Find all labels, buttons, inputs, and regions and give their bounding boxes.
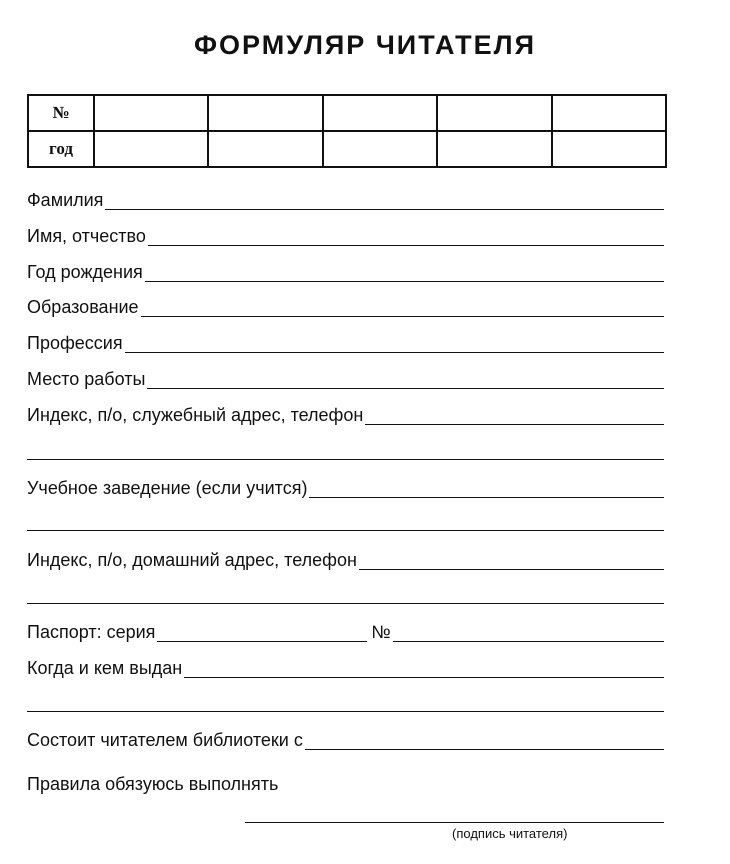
workplace-label: Место работы — [27, 369, 146, 389]
passport-series-input[interactable] — [157, 621, 367, 642]
profession-label: Профессия — [27, 333, 123, 353]
year-label: год — [28, 131, 94, 167]
surname-label: Фамилия — [27, 190, 104, 210]
name-patronymic-field — [27, 220, 664, 246]
profession-field — [27, 327, 664, 353]
school-field — [27, 472, 664, 498]
name-patronymic-input[interactable] — [148, 225, 664, 246]
member-since-field — [27, 724, 664, 750]
year-cell[interactable] — [208, 131, 322, 167]
number-cell[interactable] — [437, 95, 551, 131]
workplace-field — [27, 363, 664, 389]
education-label: Образование — [27, 297, 139, 317]
work-address-label: Индекс, п/о, служебный адрес, телефон — [27, 405, 364, 425]
workplace-input[interactable] — [147, 368, 664, 389]
rules-statement — [27, 768, 664, 794]
number-cell[interactable] — [94, 95, 208, 131]
issued-by-field — [27, 652, 664, 678]
table-row-year — [28, 131, 666, 167]
surname-input[interactable] — [105, 189, 664, 210]
member-since-input[interactable] — [305, 729, 664, 750]
number-year-table — [27, 94, 667, 168]
signature-caption: (подпись читателя) — [452, 826, 568, 841]
work-address-field — [27, 399, 664, 425]
passport-field — [27, 616, 664, 642]
birth-year-input[interactable] — [145, 261, 664, 282]
school-input[interactable] — [309, 477, 664, 498]
birth-year-label: Год рождения — [27, 262, 143, 282]
year-cell[interactable] — [437, 131, 551, 167]
education-input[interactable] — [141, 296, 664, 317]
work-address-extra-line[interactable] — [27, 459, 664, 460]
table-row-number — [28, 95, 666, 131]
home-address-extra-line[interactable] — [27, 603, 664, 604]
year-cell[interactable] — [94, 131, 208, 167]
surname-field — [27, 184, 664, 210]
member-since-label: Состоит читателем библиотеки с — [27, 730, 303, 750]
year-cell[interactable] — [323, 131, 437, 167]
home-address-field — [27, 544, 664, 570]
issued-by-input[interactable] — [184, 657, 664, 678]
education-field — [27, 291, 664, 317]
number-cell[interactable] — [323, 95, 437, 131]
profession-input[interactable] — [125, 332, 664, 353]
work-address-input[interactable] — [365, 404, 664, 425]
number-cell[interactable] — [552, 95, 666, 131]
birth-year-field — [27, 256, 664, 282]
passport-number-label: № — [371, 622, 391, 642]
passport-number-input[interactable] — [393, 621, 664, 642]
issued-by-label: Когда и кем выдан — [27, 658, 183, 678]
home-address-input[interactable] — [359, 549, 664, 570]
name-patronymic-label: Имя, отчество — [27, 226, 146, 246]
rules-label: Правила обязуюсь выполнять — [27, 774, 279, 794]
year-cell[interactable] — [552, 131, 666, 167]
home-address-label: Индекс, п/о, домашний адрес, телефон — [27, 550, 357, 570]
issued-by-extra-line[interactable] — [27, 711, 664, 712]
school-extra-line[interactable] — [27, 530, 664, 531]
number-label: № — [28, 95, 94, 131]
form-title: ФОРМУЛЯР ЧИТАТЕЛЯ — [194, 30, 536, 60]
passport-series-label: Паспорт: серия — [27, 622, 156, 642]
signature-line[interactable] — [245, 822, 664, 823]
number-cell[interactable] — [208, 95, 322, 131]
school-label: Учебное заведение (если учится) — [27, 478, 308, 498]
